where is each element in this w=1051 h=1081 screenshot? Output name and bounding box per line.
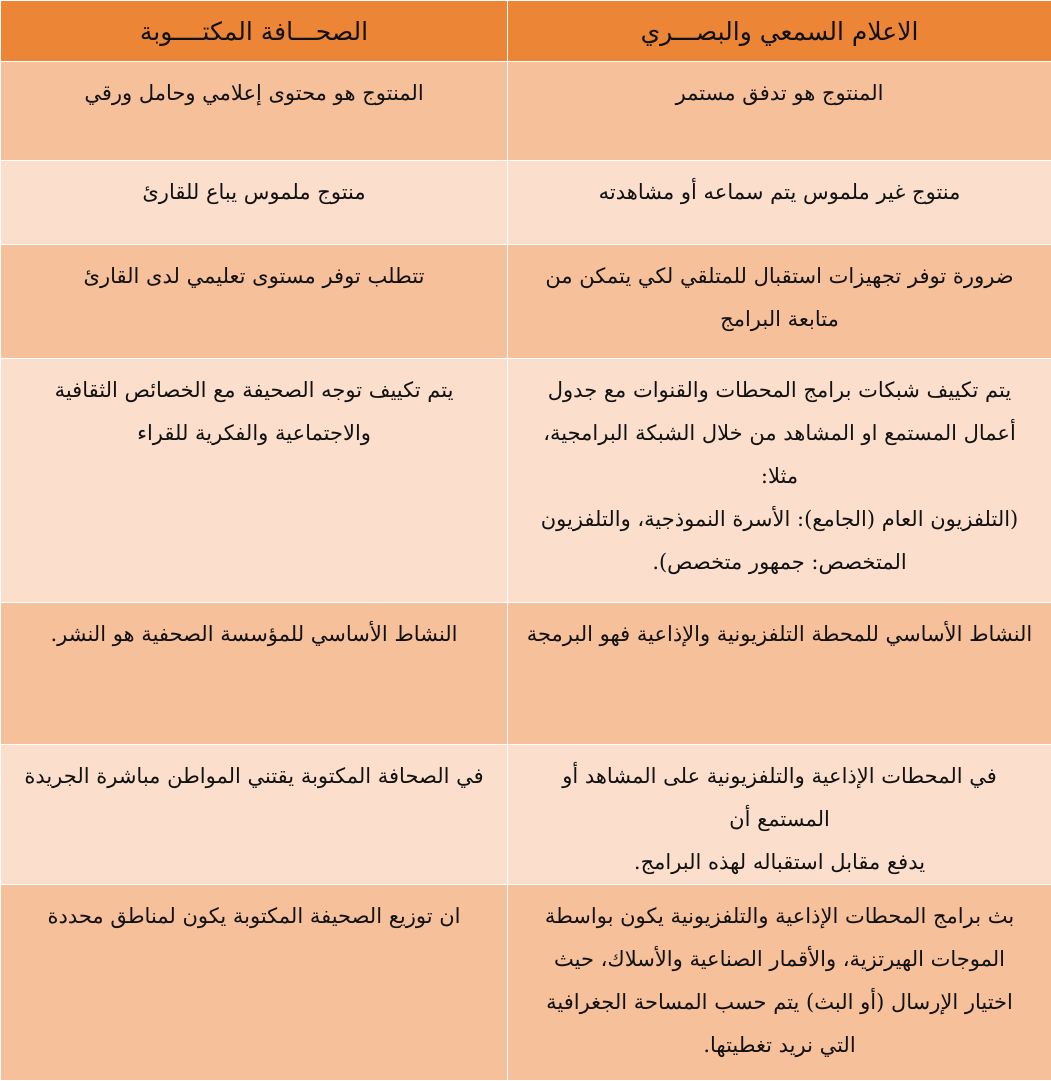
cell-written-press <box>1 62 508 161</box>
cell-audiovisual <box>508 161 1051 245</box>
cell-audiovisual <box>508 245 1051 359</box>
cell-audiovisual <box>508 62 1051 161</box>
table-row <box>1 245 1051 359</box>
cell-audiovisual <box>508 603 1051 745</box>
cell-written-press-text: يتم تكييف توجه الصحيفة مع الخصائص الثقافية والاجتماعية والفكرية للقراء <box>54 378 454 445</box>
table-row <box>1 359 1051 603</box>
cell-audiovisual <box>508 359 1051 603</box>
cell-written-press <box>1 745 508 885</box>
cell-written-press <box>1 359 508 603</box>
cell-written-press <box>1 161 508 245</box>
cell-audiovisual-text: النشاط الأساسي للمحطة التلفزيونية والإذاعية فهو البرمجة <box>526 622 1033 646</box>
cell-audiovisual <box>508 885 1051 1081</box>
cell-written-press-text: في الصحافة المكتوبة يقتني المواطن مباشرة الجريدة <box>24 764 484 788</box>
cell-audiovisual-text: المنتوج هو تدفق مستمر <box>675 81 884 105</box>
header-audiovisual: الاعلام السمعي والبصـــري <box>508 1 1051 62</box>
cell-written-press-text: منتوج ملموس يباع للقارئ <box>142 180 366 204</box>
cell-audiovisual-text: في المحطات الإذاعية والتلفزيونية على المشاهد أو المستمع أن يدفع مقابل استقباله لهذه البرامج. <box>562 764 997 874</box>
table-row <box>1 161 1051 245</box>
cell-written-press <box>1 885 508 1081</box>
table-row <box>1 603 1051 745</box>
cell-written-press-text: المنتوج هو محتوى إعلامي وحامل ورقي <box>84 81 424 105</box>
cell-audiovisual-text: بث برامج المحطات الإذاعية والتلفزيونية يكون بواسطة الموجات الهيرتزية، والأقمار الصناعية والأسلاك، حيث اختيار الإرسال (أو البث) يتم حسب المساحة الجغرافية التي نريد تغطيتها. <box>544 904 1015 1057</box>
cell-audiovisual <box>508 745 1051 885</box>
cell-audiovisual-text: منتوج غير ملموس يتم سماعه أو مشاهدته <box>598 180 961 204</box>
table-header-row <box>1 1 1051 62</box>
cell-written-press-text: تتطلب توفر مستوى تعليمي لدى القارئ <box>83 264 425 288</box>
table-row <box>1 62 1051 161</box>
cell-written-press <box>1 245 508 359</box>
cell-written-press-text: النشاط الأساسي للمؤسسة الصحفية هو النشر. <box>50 622 458 646</box>
cell-audiovisual-text: يتم تكييف شبكات برامج المحطات والقنوات مع جدول أعمال المستمع او المشاهد من خلال الشبكة البرامجية، مثلا: (التلفزيون العام (الجامع): الأسرة النموذجية، والتلفزيون المتخصص: جمهور متخصص). <box>540 378 1019 574</box>
cell-audiovisual-text: ضرورة توفر تجهيزات استقبال للمتلقي لكي يتمكن من متابعة البرامج <box>545 264 1014 331</box>
table-row <box>1 885 1051 1081</box>
cell-written-press-text: ان توزيع الصحيفة المكتوبة يكون لمناطق محددة <box>47 904 461 928</box>
table-row <box>1 745 1051 885</box>
cell-written-press <box>1 603 508 745</box>
header-written-press: الصحـــافة المكتــــوبة <box>1 1 508 62</box>
